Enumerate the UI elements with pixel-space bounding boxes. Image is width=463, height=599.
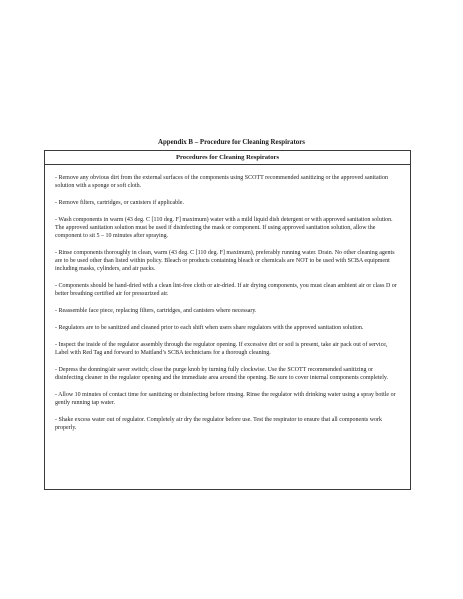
- procedure-step: - Shake excess water out of regulator. Completely air dry the regulator before use. Test the respirator to ensure that all components work properly.: [55, 416, 383, 431]
- procedures-box: [44, 150, 411, 490]
- procedure-step: - Wash components in warm (43 deg. C [110 deg. F] maximum) water with a mild liquid dish detergent or with approved sanitation solution. The approved sanitation solution must be used if disinfecting the mask or component. If using approved sanitation solution, allow the component to sit 5 – 10 minutes after spraying.: [55, 216, 393, 240]
- procedure-step: - Remove any obvious dirt from the external surfaces of the components using SCOTT recommended sanitizing or the approved sanitation solution with a sponge or soft cloth.: [55, 175, 388, 190]
- procedure-step: - Depress the donning/air saver switch; close the purge knob by turning fully clockwise. Use the SCOTT recommended sanitizing or disinfecting cleaner in the regulator opening and the immediate area around the opening. Be sure to cover internal components completely.: [55, 366, 388, 381]
- procedure-step: - Regulators are to be sanitized and cleaned prior to each shift when users share regulators with the approved sanitation solution.: [55, 325, 364, 331]
- procedure-step: - Inspect the inside of the regulator assembly through the regulator opening. If excessive dirt or soil is present, take air pack out of service, Label with Red Tag and forward to Maitland’s SCBA technicians for a thorough cleaning.: [55, 341, 388, 356]
- procedures-box-title: Procedures for Cleaning Respirators: [45, 151, 410, 165]
- procedure-step: - Components should be hand-dried with a clean lint-free cloth or air-dried. If air drying components, you must clean ambient air or class D or better breathing certified air for pressurized air.: [55, 283, 397, 298]
- procedure-list: [45, 165, 410, 432]
- procedure-step: - Remove filters, cartridges, or canisters if applicable.: [55, 200, 184, 206]
- procedure-step: - Allow 10 minutes of contact time for sanitizing or disinfecting before rinsing. Rinse the regulator with drinking water using a spray bottle or gently running tap water.: [55, 391, 396, 406]
- appendix-heading: Appendix B – Procedure for Cleaning Respirators: [157, 139, 305, 146]
- procedure-step: - Rinse components thoroughly in clean, warm (43 deg. C [110 deg. F] maximum), preferably running water. Drain. No other cleaning agents are to be used other than listed within policy. Bleach or products containing bleach or chemicals are NOT to be used with SCBA equipment including masks, cylinders, and air packs.: [55, 250, 395, 273]
- procedure-step: - Reassemble face piece, replacing filters, cartridges, and canisters where necessary.: [55, 308, 257, 315]
